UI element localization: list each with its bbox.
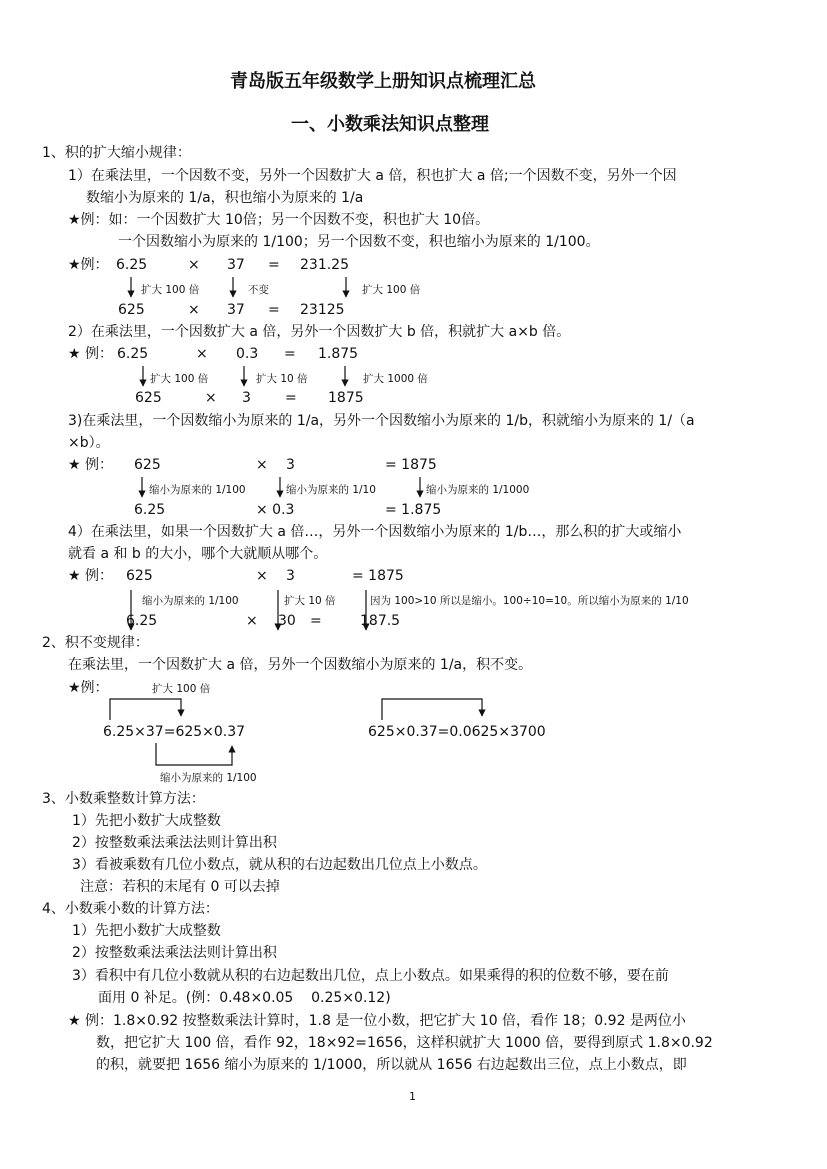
operand: 0.3: [236, 346, 259, 362]
operator: ×: [205, 390, 217, 406]
operand: 6.25: [117, 346, 149, 362]
note: 注意：若积的末尾有 0 可以去掉: [80, 879, 280, 895]
step-item: 2）按整数乘法乘法法则计算出积: [72, 835, 277, 851]
result: 231.25: [300, 257, 349, 273]
rule-4-line-1: 4）在乘法里，如果一个因数扩大 a 倍…，另外一个因数缩小为原来的 1/b…，那么积的扩大或缩小: [68, 524, 682, 540]
arrow-note: 扩大 100 倍: [152, 683, 211, 695]
example-line-1: ★ 例：1.8×0.92 按整数乘法计算时，1.8 是一位小数，把它扩大 10 倍，看作 18；0.92 是两位小: [68, 1013, 686, 1029]
operand: 625: [135, 390, 162, 406]
result: = 1.875: [385, 502, 442, 518]
operand: 3: [286, 457, 295, 473]
operand: 6.25: [116, 257, 148, 273]
arrow-note: 缩小为原来的 1/100: [142, 595, 239, 607]
bracket-arrow: [382, 699, 482, 720]
example-prefix: ★例：: [68, 257, 109, 273]
operand: 37: [227, 257, 245, 273]
operand: 3: [242, 390, 251, 406]
result: 1.875: [318, 346, 359, 362]
rule-product-invariant: 在乘法里，一个因数扩大 a 倍，另外一个因数缩小为原来的 1/a，积不变。: [68, 657, 533, 673]
operator: =: [268, 257, 280, 273]
section-1-heading: 1、积的扩大缩小规律：: [42, 145, 191, 161]
arrow-note: 扩大 1000 倍: [363, 373, 428, 385]
operand: 625: [118, 302, 145, 318]
page-number: 1: [409, 1090, 416, 1103]
operator: ×: [256, 568, 268, 584]
section-title: 一、小数乘法知识点整理: [291, 114, 489, 135]
rule-2: 2）在乘法里，一个因数扩大 a 倍，另外一个因数扩大 b 倍，积就扩大 a×b 倍。: [68, 324, 571, 340]
arrow-note: 缩小为原来的 1/100: [160, 772, 257, 784]
step-item: 1）先把小数扩大成整数: [72, 923, 221, 939]
example-prefix: ★ 例：: [68, 457, 114, 473]
operator: ×: [188, 302, 200, 318]
operator: =: [285, 390, 297, 406]
step-item: 3）看积中有几位小数就从积的右边起数出几位，点上小数点。如果乘得的积的位数不够，要在前: [72, 968, 669, 984]
equation: 6.25×37=625×0.37: [103, 724, 246, 740]
arrow-note: 扩大 10 倍: [284, 595, 336, 607]
arrow-note: 缩小为原来的 1/1000: [426, 484, 530, 496]
section-2-heading: 2、积不变规律：: [42, 635, 149, 651]
step-item: 3）看被乘数有几位小数点，就从积的右边起数出几位点上小数点。: [72, 857, 487, 873]
rule-1-line-2: 数缩小为原来的 1/a，积也缩小为原来的 1/a: [86, 190, 364, 206]
arrow-note: 缩小为原来的 1/10: [286, 484, 376, 496]
operand: 30: [278, 613, 296, 629]
example-prefix: ★例：: [68, 680, 109, 696]
section-4-heading: 4、小数乘小数的计算方法：: [42, 901, 219, 917]
step-item: 1）先把小数扩大成整数: [72, 813, 221, 829]
operand: 3: [286, 568, 295, 584]
result: = 1875: [352, 568, 404, 584]
arrow-note: 缩小为原来的 1/100: [149, 484, 246, 496]
example-line-3: 的积，就要把 1656 缩小为原来的 1/1000，所以就从 1656 右边起数出三位，点上小数点，即: [96, 1057, 687, 1073]
section-3-heading: 3、小数乘整数计算方法：: [42, 791, 205, 807]
operator: ×: [246, 613, 258, 629]
operator: ×: [196, 346, 208, 362]
rule-3-line-2: ×b）。: [68, 435, 110, 451]
arrow-note: 扩大 10 倍: [256, 373, 308, 385]
arrow-note: 扩大 100 倍: [150, 373, 209, 385]
bracket-arrow: [156, 743, 232, 765]
operator: =: [310, 613, 322, 629]
operand: 37: [227, 302, 245, 318]
operand: 6.25: [134, 502, 166, 518]
document-title: 青岛版五年级数学上册知识点梳理汇总: [230, 71, 536, 92]
arrow-note: 扩大 100 倍: [362, 284, 421, 296]
result: 187.5: [360, 613, 401, 629]
rule-3-line-1: 3)在乘法里，一个因数缩小为原来的 1/a，另外一个因数缩小为原来的 1/b，积就缩小为原来的 1/（a: [68, 413, 695, 429]
result: 1875: [328, 390, 364, 406]
operand: 6.25: [126, 613, 158, 629]
example-line-2: 数，把它扩大 100 倍，看作 92，18×92=1656，这样积就扩大 1000 倍，要得到原式 1.8×0.92: [96, 1035, 713, 1051]
operator: =: [268, 302, 280, 318]
equation: 625×0.37=0.0625×3700: [368, 724, 546, 740]
example-a-line-2: 一个因数缩小为原来的 1/100；另一个因数不变，积也缩小为原来的 1/100。: [118, 234, 600, 250]
rule-4-line-2: 就看 a 和 b 的大小，哪个大就顺从哪个。: [68, 546, 328, 562]
operand: 625: [134, 457, 161, 473]
arrow-note: 不变: [248, 284, 269, 296]
result: = 1875: [385, 457, 437, 473]
arrow-note: 扩大 100 倍: [141, 284, 200, 296]
rule-1-line-1: 1）在乘法里，一个因数不变，另外一个因数扩大 a 倍，积也扩大 a 倍;一个因数不变，另外一个因: [68, 168, 677, 184]
bracket-arrow: [110, 699, 181, 720]
example-prefix: ★ 例：: [68, 346, 114, 362]
example-a-line-1: ★例：如：一个因数扩大 10倍；另一个因数不变，积也扩大 10倍。: [68, 212, 490, 228]
step-item-continued: 面用 0 补足。(例：0.48×0.05 0.25×0.12): [98, 990, 391, 1006]
arrow-note: 因为 100>10 所以是缩小。100÷10=10。所以缩小为原来的 1/10: [370, 595, 689, 607]
operand: × 0.3: [256, 502, 295, 518]
operator: ×: [256, 457, 268, 473]
operator: ×: [188, 257, 200, 273]
step-item: 2）按整数乘法乘法法则计算出积: [72, 945, 277, 961]
result: 23125: [300, 302, 345, 318]
example-prefix: ★ 例：: [68, 568, 114, 584]
operator: =: [284, 346, 296, 362]
operand: 625: [126, 568, 153, 584]
